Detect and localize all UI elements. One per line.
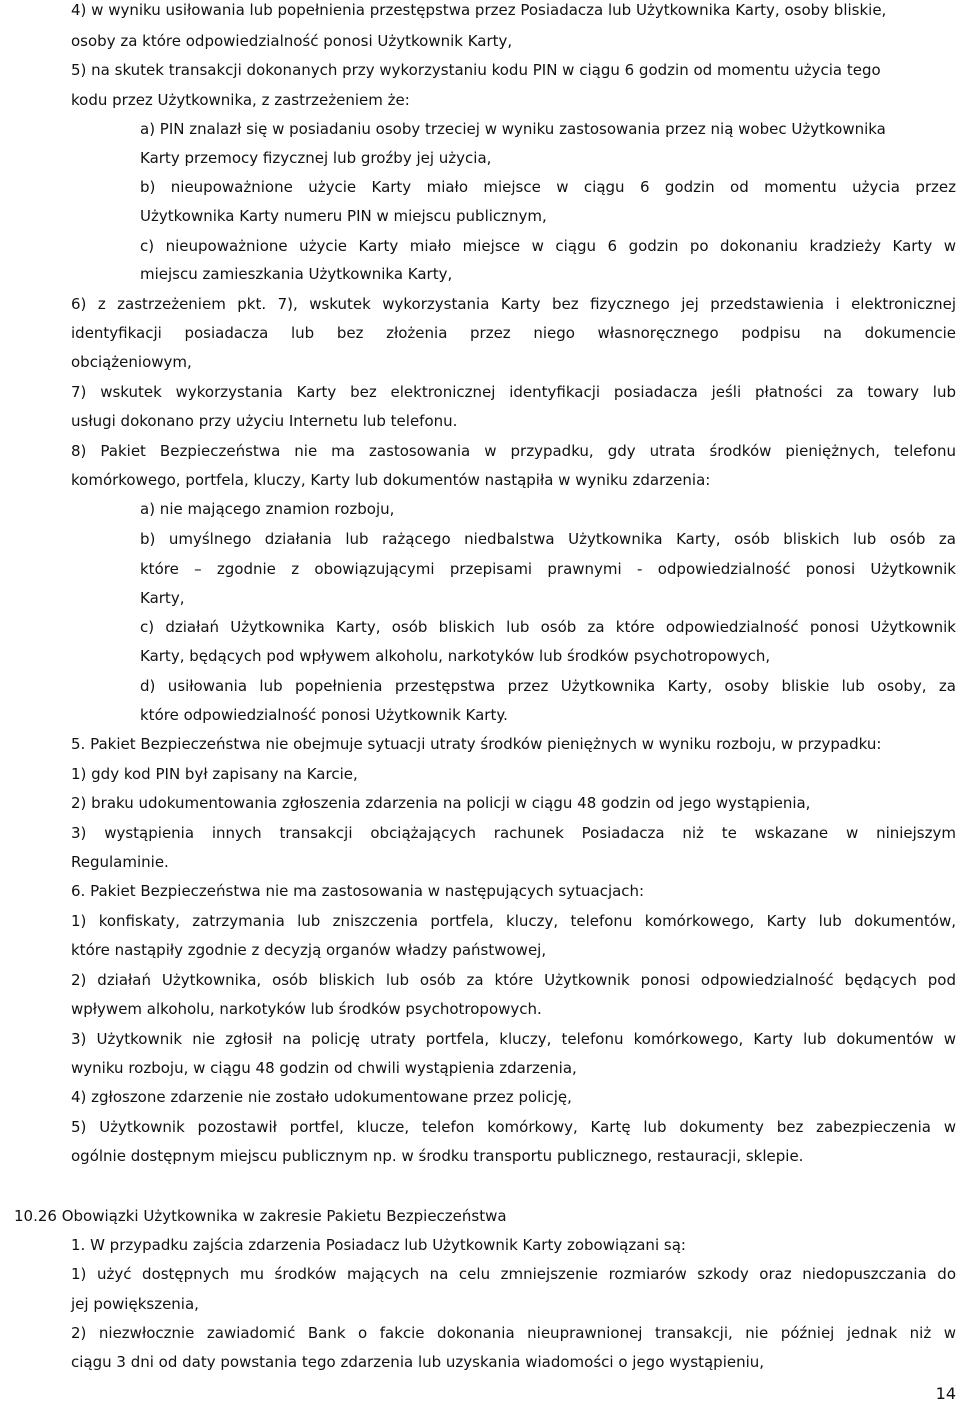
text-line: kodu przez Użytkownika, z zastrzeżeniem że: <box>71 91 410 109</box>
text-line: 3) wystąpienia innych transakcji obciążających rachunek Posiadacza niż te wskazane w niniejszym <box>71 824 956 842</box>
text-line: c) działań Użytkownika Karty, osób bliskich lub osób za które odpowiedzialność ponosi Użytkownik <box>140 618 956 636</box>
text-line: a) nie mającego znamion rozboju, <box>140 500 395 518</box>
text-line: komórkowego, portfela, kluczy, Karty lub dokumentów nastąpiła w wyniku zdarzenia: <box>71 471 711 489</box>
text-line: które odpowiedzialność ponosi Użytkownik Karty. <box>140 706 508 724</box>
text-line: 4) zgłoszone zdarzenie nie zostało udokumentowane przez policję, <box>71 1088 572 1106</box>
text-line: 2) niezwłocznie zawiadomić Bank o fakcie dokonania nieuprawnionej transakcji, nie później jednak niż w <box>71 1324 956 1342</box>
text-line: c) nieupoważnione użycie Karty miało miejsce w ciągu 6 godzin po dokonaniu kradzieży Karty w <box>140 237 956 255</box>
text-line: Karty, <box>140 589 185 607</box>
text-line: 6) z zastrzeżeniem pkt. 7), wskutek wykorzystania Karty bez fizycznego jej przedstawienia i elektronicznej <box>71 295 956 313</box>
text-line: identyfikacji posiadacza lub bez złożenia przez niego własnoręcznego podpisu na dokumencie <box>71 324 956 342</box>
text-line: ogólnie dostępnym miejscu publicznym np. w środku transportu publicznego, restauracji, sklepie. <box>71 1147 804 1165</box>
text-line: 5) Użytkownik pozostawił portfel, klucze, telefon komórkowy, Kartę lub dokumenty bez zabezpieczenia w <box>71 1118 956 1136</box>
text-line: 2) działań Użytkownika, osób bliskich lub osób za które Użytkownik ponosi odpowiedzialność będących pod <box>71 971 956 989</box>
text-line: Karty przemocy fizycznej lub groźby jej użycia, <box>140 149 492 167</box>
text-line: obciążeniowym, <box>71 353 192 371</box>
text-line: b) nieupoważnione użycie Karty miało miejsce w ciągu 6 godzin od momentu użycia przez <box>140 178 956 196</box>
text-line: 1) konfiskaty, zatrzymania lub zniszczenia portfela, kluczy, telefonu komórkowego, Karty lub dokumentów, <box>71 912 956 930</box>
text-line: które nastąpiły zgodnie z decyzją organów władzy państwowej, <box>71 941 547 959</box>
text-line: 8) Pakiet Bezpieczeństwa nie ma zastosowania w przypadku, gdy utrata środków pieniężnych, telefonu <box>71 442 956 460</box>
text-line: 1. W przypadku zajścia zdarzenia Posiadacz lub Użytkownik Karty zobowiązani są: <box>71 1236 686 1254</box>
text-line: 1) użyć dostępnych mu środków mających na celu zmniejszenie rozmiarów szkody oraz niedopuszczania do <box>71 1265 956 1283</box>
text-line: 3) Użytkownik nie zgłosił na policję utraty portfela, kluczy, telefonu komórkowego, Karty lub dokumentów w <box>71 1030 956 1048</box>
text-line: Regulaminie. <box>71 853 169 871</box>
text-line: które – zgodnie z obowiązującymi przepisami prawnymi - odpowiedzialność ponosi Użytkownik <box>140 560 956 578</box>
text-line: 2) braku udokumentowania zgłoszenia zdarzenia na policji w ciągu 48 godzin od jego wystąpienia, <box>71 794 811 812</box>
text-line: a) PIN znalazł się w posiadaniu osoby trzeciej w wyniku zastosowania przez nią wobec Użytkownika <box>140 120 886 138</box>
text-line: osoby za które odpowiedzialność ponosi Użytkownik Karty, <box>71 32 513 50</box>
text-line: Karty, będących pod wpływem alkoholu, narkotyków lub środków psychotropowych, <box>140 647 771 665</box>
text-line: usługi dokonano przy użyciu Internetu lub telefonu. <box>71 412 458 430</box>
text-line: wyniku rozboju, w ciągu 48 godzin od chwili wystąpienia zdarzenia, <box>71 1059 577 1077</box>
text-line: 5. Pakiet Bezpieczeństwa nie obejmuje sytuacji utraty środków pieniężnych w wyniku rozboju, w przypadku: <box>71 735 882 753</box>
text-line: 7) wskutek wykorzystania Karty bez elektronicznej identyfikacji posiadacza jeśli płatności za towary lub <box>71 383 956 401</box>
text-line: 4) w wyniku usiłowania lub popełnienia przestępstwa przez Posiadacza lub Użytkownika Karty, osoby bliskie, <box>71 1 887 19</box>
section-heading: 10.26 Obowiązki Użytkownika w zakresie Pakietu Bezpieczeństwa <box>14 1207 507 1225</box>
text-line: Użytkownika Karty numeru PIN w miejscu publicznym, <box>140 207 547 225</box>
text-line: ciągu 3 dni od daty powstania tego zdarzenia lub uzyskania wiadomości o jego wystąpieniu, <box>71 1353 765 1371</box>
text-line: miejscu zamieszkania Użytkownika Karty, <box>140 265 453 283</box>
text-line: 1) gdy kod PIN był zapisany na Karcie, <box>71 765 358 783</box>
text-line: jej powiększenia, <box>71 1295 199 1313</box>
text-line: 5) na skutek transakcji dokonanych przy wykorzystaniu kodu PIN w ciągu 6 godzin od momentu użycia tego <box>71 61 881 79</box>
text-line: b) umyślnego działania lub rażącego niedbalstwa Użytkownika Karty, osób bliskich lub osób za <box>140 530 956 548</box>
page-number: 14 <box>935 1384 956 1403</box>
text-line: 6. Pakiet Bezpieczeństwa nie ma zastosowania w następujących sytuacjach: <box>71 882 645 900</box>
text-line: d) usiłowania lub popełnienia przestępstwa przez Użytkownika Karty, osoby bliskie lub osoby, za <box>140 677 956 695</box>
text-line: wpływem alkoholu, narkotyków lub środków psychotropowych. <box>71 1000 542 1018</box>
